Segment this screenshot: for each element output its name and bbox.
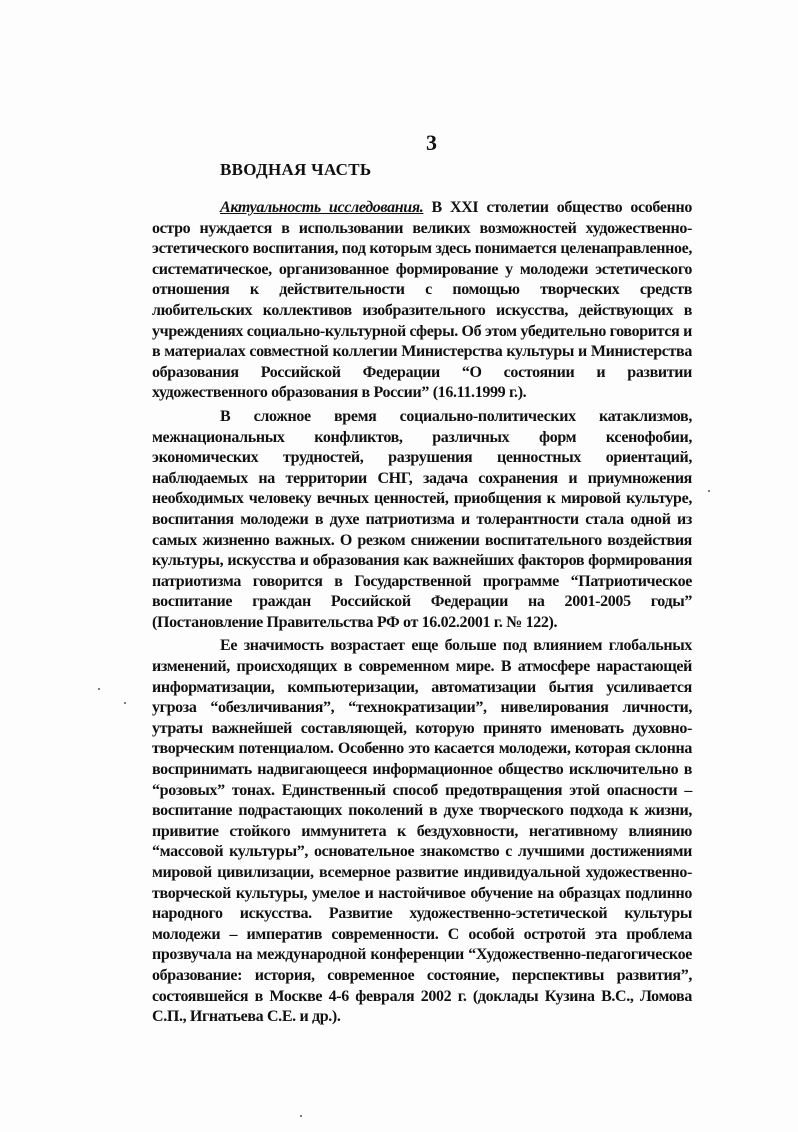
body-text [152,198,692,1032]
scan-speck [300,1115,302,1117]
paragraph-lead: Актуальность исследования. [220,199,424,216]
paragraph-crisis [152,407,692,634]
paragraph-relevance [152,198,692,404]
paragraph-text: В сложное время социально-политических катаклизмов, межнациональных конфликтов, различных форм ксенофобии, экономических трудностей, разрушения ценностных ориентаций, наблюдаемых на территории СНГ, задача сохранения и приумножения необходимых человеку вечных ценностей, приобщения к мировой культуре, воспитания молодежи в духе патриотизма и толерантности стала одной из самых жизненно важных. О резком снижении воспитательного воздействия культуры, искусства и образования как важнейших факторов формирования патриотизма говорится в Государственной программе “Патриотическое воспитание граждан Российской Федерации на 2001-2005 годы” (Постановление Правительства РФ от 16.02.2001 г. № 122). [152,407,692,631]
scan-speck [124,702,126,704]
scan-speck [708,490,710,492]
paragraph-significance [152,636,692,1027]
paragraph-text: В XXI столетии общество особенно остро нуждается в использовании великих возможностей художественно-эстетического воспитания, под которым здесь понимается целенаправленное, систематическое, организованное формирование у молодежи эстетического отношения к действительности с помощью творческих средств любительских коллективов изобразительного искусства, действующих в учреждениях социально-культурной сферы. Об этом убедительно говорится и в материалах совместной коллегии Министерства культуры и Министерства образования Российской Федерации “О состоянии и развитии художественного образования в России” (16.11.1999 г.). [152,199,692,402]
scan-speck [98,688,100,690]
paragraph-text: Ее значимость возрастает еще больше под влиянием глобальных изменений, происходящих в современном мире. В атмосфере нарастающей информатизации, компьютеризации, автоматизации бытия усиливается угроза “обезличивания”, “технократизации”, нивелирования личности, утраты важнейшей составляющей, которую принято именовать духовно-творческим потенциалом. Особенно это касается молодежи, которая склонна воспринимать надвигающееся информационное общество исключительно в “розовых” тонах. Единственный способ предотвращения этой опасности – воспитание подрастающих поколений в духе творческого подхода к жизни, привитие стойкого иммунитета к бездуховности, негативному влиянию “массовой культуры”, основательное знакомство с лучшими достижениями мировой цивилизации, всемерное развитие индивидуальной художественно-творческой культуры, умелое и настойчивое обучение на образцах подлинно народного искусства. Развитие художественно-эстетической культуры молодежи – императив современности. С особой остротой эта проблема прозвучала на международной конференции “Художественно-педагогическое образование: история, современное состояние, перспективы развития”, состоявшейся в Москве 4-6 февраля 2002 г. (доклады Кузина В.С., Ломова С.П., Игнатьева С.Е. и др.). [152,637,692,1026]
page-number: 3 [426,130,437,155]
section-heading: ВВОДНАЯ ЧАСТЬ [220,160,372,179]
